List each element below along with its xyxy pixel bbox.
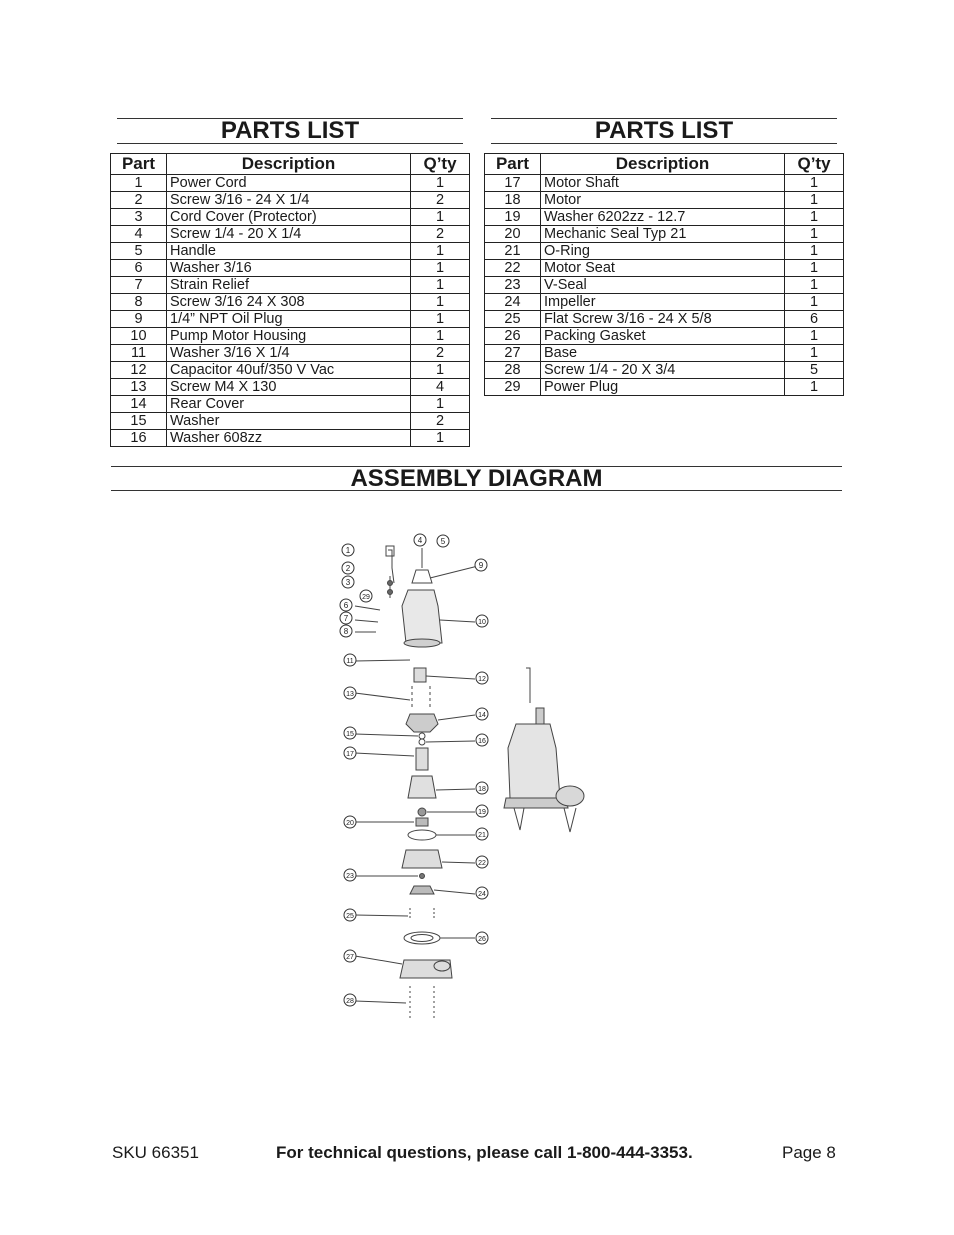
header-description: Description	[167, 154, 411, 175]
header-qty: Q’ty	[411, 154, 470, 175]
callout-7	[340, 612, 352, 624]
callout-number: 25	[346, 913, 354, 920]
mechanical-seal-drawing	[416, 818, 428, 826]
callout-number: 23	[346, 873, 354, 880]
table-row	[111, 277, 470, 294]
table-row	[111, 379, 470, 396]
part-number: 7	[111, 277, 167, 294]
parts-table-right	[484, 153, 844, 396]
part-number: 2	[111, 192, 167, 209]
table-row	[111, 209, 470, 226]
part-description: Washer 608zz	[167, 430, 411, 447]
part-description: Screw 3/16 - 24 X 1/4	[167, 192, 411, 209]
part-quantity: 1	[785, 260, 844, 277]
part-number: 17	[485, 175, 541, 192]
callout-number: 8	[343, 627, 349, 636]
callout-number: 4	[417, 536, 423, 545]
callout-number: 7	[343, 614, 349, 623]
callout-11	[344, 654, 356, 666]
callout-12	[476, 672, 488, 684]
callout-26	[476, 932, 488, 944]
table-row	[485, 362, 844, 379]
callout-17	[344, 747, 356, 759]
part-quantity: 1	[785, 345, 844, 362]
part-description: Mechanic Seal Typ 21	[541, 226, 785, 243]
table-row	[111, 396, 470, 413]
leader-line	[355, 620, 378, 622]
part-quantity: 1	[411, 430, 470, 447]
part-quantity: 5	[785, 362, 844, 379]
callout-number: 28	[346, 998, 354, 1005]
assembly-diagram	[330, 528, 600, 1028]
part-description: Pump Motor Housing	[167, 328, 411, 345]
pump-motor-housing-drawing	[402, 590, 442, 643]
part-description: Rear Cover	[167, 396, 411, 413]
part-quantity: 1	[785, 277, 844, 294]
callout-number: 5	[440, 537, 446, 546]
motor-seat-drawing	[402, 850, 442, 868]
part-number: 27	[485, 345, 541, 362]
callout-number: 14	[478, 712, 486, 719]
part-quantity: 1	[785, 175, 844, 192]
part-description: Screw 1/4 - 20 X 1/4	[167, 226, 411, 243]
part-quantity: 1	[411, 294, 470, 311]
impeller-drawing	[410, 886, 434, 894]
part-number: 24	[485, 294, 541, 311]
part-number: 11	[111, 345, 167, 362]
part-description: Base	[541, 345, 785, 362]
assembled-housing-drawing	[508, 724, 560, 798]
callout-number: 9	[478, 561, 484, 570]
callout-number: 12	[478, 676, 486, 683]
part-quantity: 1	[411, 396, 470, 413]
part-description: Motor	[541, 192, 785, 209]
part-number: 3	[111, 209, 167, 226]
part-number: 10	[111, 328, 167, 345]
right-parts-list-title: PARTS LIST	[594, 117, 734, 144]
assembled-handle-drawing	[536, 708, 544, 724]
washer-drawing	[419, 739, 425, 745]
table-header-row	[111, 154, 470, 175]
left-parts-list-title: PARTS LIST	[220, 117, 360, 144]
assembled-cord-drawing	[526, 668, 530, 703]
table-row	[485, 294, 844, 311]
part-description: Impeller	[541, 294, 785, 311]
callout-number: 20	[346, 820, 354, 827]
callout-21	[476, 828, 488, 840]
part-description: Power Plug	[541, 379, 785, 396]
leader-line	[426, 741, 475, 742]
part-number: 25	[485, 311, 541, 328]
left-title-bottom-rule	[117, 143, 463, 144]
leader-line	[355, 734, 418, 736]
part-quantity: 1	[411, 175, 470, 192]
part-number: 26	[485, 328, 541, 345]
header-part: Part	[111, 154, 167, 175]
callout-number: 18	[478, 786, 486, 793]
bearing-drawing	[418, 808, 426, 816]
part-description: Washer 6202zz - 12.7	[541, 209, 785, 226]
part-number: 5	[111, 243, 167, 260]
assembled-leg-drawing	[564, 808, 576, 832]
table-row	[111, 311, 470, 328]
callout-23	[344, 869, 356, 881]
part-quantity: 1	[785, 209, 844, 226]
callout-27	[344, 950, 356, 962]
assembled-leg-drawing	[514, 808, 524, 830]
part-description: V-Seal	[541, 277, 785, 294]
table-row	[111, 413, 470, 430]
part-quantity: 1	[411, 328, 470, 345]
part-description: Motor Shaft	[541, 175, 785, 192]
callout-24	[476, 887, 488, 899]
leader-line	[436, 789, 475, 790]
callout-1	[342, 544, 354, 556]
part-quantity: 1	[411, 311, 470, 328]
callout-number: 24	[478, 891, 486, 898]
table-row	[485, 345, 844, 362]
callout-number: 13	[346, 691, 354, 698]
power-cord-drawing	[388, 550, 394, 583]
callout-20	[344, 816, 356, 828]
callout-number: 21	[478, 832, 486, 839]
part-number: 19	[485, 209, 541, 226]
part-description: Screw 1/4 - 20 X 3/4	[541, 362, 785, 379]
part-quantity: 1	[411, 209, 470, 226]
assembly-diagram-title: ASSEMBLY DIAGRAM	[350, 465, 603, 492]
part-number: 6	[111, 260, 167, 277]
leader-line	[355, 956, 402, 964]
part-description: Strain Relief	[167, 277, 411, 294]
callout-number: 3	[345, 578, 351, 587]
right-title-bottom-rule	[491, 143, 837, 144]
callout-number: 29	[362, 594, 370, 601]
part-number: 18	[485, 192, 541, 209]
table-row	[111, 294, 470, 311]
assembly-title-bottom-rule	[111, 490, 842, 491]
callout-number: 1	[345, 546, 351, 555]
leader-line	[355, 606, 380, 610]
callout-number: 6	[343, 601, 349, 610]
leader-line	[442, 862, 475, 863]
part-quantity: 2	[411, 192, 470, 209]
part-quantity: 1	[785, 328, 844, 345]
part-number: 29	[485, 379, 541, 396]
part-quantity: 2	[411, 413, 470, 430]
table-row	[485, 226, 844, 243]
callout-number: 27	[346, 954, 354, 961]
washer-drawing	[388, 590, 393, 595]
table-row	[485, 379, 844, 396]
leader-line	[355, 660, 410, 661]
part-quantity: 1	[785, 379, 844, 396]
motor-drawing	[408, 776, 436, 798]
leader-line	[440, 620, 475, 622]
callout-25	[344, 909, 356, 921]
callout-9	[475, 559, 487, 571]
header-description: Description	[541, 154, 785, 175]
table-row	[485, 311, 844, 328]
part-description: Packing Gasket	[541, 328, 785, 345]
footer-technical-questions: For technical questions, please call 1-800-444-3353.	[276, 1143, 693, 1162]
callout-number: 16	[478, 738, 486, 745]
table-header-row	[485, 154, 844, 175]
callout-2	[342, 562, 354, 574]
part-description: Motor Seat	[541, 260, 785, 277]
callout-29	[360, 590, 372, 602]
part-quantity: 1	[411, 362, 470, 379]
part-quantity: 2	[411, 226, 470, 243]
callout-number: 11	[346, 658, 354, 665]
header-part: Part	[485, 154, 541, 175]
part-description: Capacitor 40uf/350 V Vac	[167, 362, 411, 379]
callout-number: 2	[345, 564, 351, 573]
callout-19	[476, 805, 488, 817]
table-row	[111, 175, 470, 192]
part-number: 22	[485, 260, 541, 277]
callout-4	[414, 534, 426, 546]
part-quantity: 1	[411, 243, 470, 260]
o-ring-drawing	[408, 830, 436, 840]
callout-number: 15	[346, 731, 354, 738]
callout-number: 22	[478, 860, 486, 867]
table-row	[485, 277, 844, 294]
table-row	[111, 362, 470, 379]
part-description: Screw 3/16 24 X 308	[167, 294, 411, 311]
part-number: 4	[111, 226, 167, 243]
washer-drawing	[388, 581, 393, 586]
part-number: 16	[111, 430, 167, 447]
assembled-pump-drawing	[504, 668, 584, 832]
part-number: 9	[111, 311, 167, 328]
assembled-outlet-drawing	[556, 786, 584, 806]
callout-14	[476, 708, 488, 720]
callout-6	[340, 599, 352, 611]
callout-5	[437, 535, 449, 547]
table-row	[111, 328, 470, 345]
part-number: 1	[111, 175, 167, 192]
part-number: 15	[111, 413, 167, 430]
part-number: 21	[485, 243, 541, 260]
table-row	[111, 192, 470, 209]
handle-drawing	[412, 570, 432, 583]
callout-number: 26	[478, 936, 486, 943]
part-number: 12	[111, 362, 167, 379]
parts-table-left	[110, 153, 470, 447]
table-row	[111, 260, 470, 277]
washer-drawing	[419, 733, 425, 739]
cord-plug-drawing	[386, 546, 394, 556]
capacitor-drawing	[414, 668, 426, 682]
table-row	[111, 226, 470, 243]
part-description: Screw M4 X 130	[167, 379, 411, 396]
housing-base-drawing	[404, 639, 440, 647]
callout-16	[476, 734, 488, 746]
part-description: Washer	[167, 413, 411, 430]
leader-line	[355, 753, 414, 756]
part-number: 20	[485, 226, 541, 243]
leader-line	[430, 566, 478, 578]
footer-page-number: Page 8	[782, 1143, 836, 1162]
part-quantity: 6	[785, 311, 844, 328]
part-description: 1/4” NPT Oil Plug	[167, 311, 411, 328]
part-number: 8	[111, 294, 167, 311]
callout-22	[476, 856, 488, 868]
table-row	[485, 192, 844, 209]
callout-8	[340, 625, 352, 637]
motor-shaft-drawing	[416, 748, 428, 770]
callout-15	[344, 727, 356, 739]
part-quantity: 1	[411, 260, 470, 277]
base-drawing	[400, 960, 452, 978]
part-quantity: 1	[785, 192, 844, 209]
part-quantity: 4	[411, 379, 470, 396]
part-number: 23	[485, 277, 541, 294]
callout-3	[342, 576, 354, 588]
table-row	[111, 243, 470, 260]
table-row	[111, 345, 470, 362]
callout-13	[344, 687, 356, 699]
table-row	[485, 175, 844, 192]
leader-line	[355, 693, 410, 700]
part-description: Power Cord	[167, 175, 411, 192]
exploded-parts-drawing	[355, 546, 478, 1020]
header-qty: Q’ty	[785, 154, 844, 175]
callout-number: 17	[346, 751, 354, 758]
v-seal-drawing	[420, 874, 425, 879]
table-row	[485, 260, 844, 277]
part-description: Cord Cover (Protector)	[167, 209, 411, 226]
leader-line	[355, 1001, 406, 1003]
leader-line	[426, 676, 475, 679]
part-quantity: 1	[785, 226, 844, 243]
table-row	[485, 243, 844, 260]
part-number: 14	[111, 396, 167, 413]
part-description: O-Ring	[541, 243, 785, 260]
part-quantity: 1	[785, 243, 844, 260]
table-row	[111, 430, 470, 447]
leader-line	[434, 890, 475, 894]
leader-line	[438, 715, 475, 720]
part-description: Flat Screw 3/16 - 24 X 5/8	[541, 311, 785, 328]
footer-sku: SKU 66351	[112, 1143, 199, 1162]
callout-18	[476, 782, 488, 794]
callout-number: 10	[478, 619, 486, 626]
part-number: 28	[485, 362, 541, 379]
table-row	[485, 209, 844, 226]
part-description: Washer 3/16 X 1/4	[167, 345, 411, 362]
packing-gasket-inner-drawing	[411, 935, 433, 942]
part-quantity: 1	[411, 277, 470, 294]
part-quantity: 2	[411, 345, 470, 362]
part-quantity: 1	[785, 294, 844, 311]
leader-line	[355, 915, 408, 916]
part-description: Washer 3/16	[167, 260, 411, 277]
table-row	[485, 328, 844, 345]
part-number: 13	[111, 379, 167, 396]
part-description: Handle	[167, 243, 411, 260]
rear-cover-drawing	[406, 714, 438, 732]
callout-10	[476, 615, 488, 627]
callout-28	[344, 994, 356, 1006]
packing-gasket-drawing	[404, 932, 440, 944]
callout-number: 19	[478, 809, 486, 816]
